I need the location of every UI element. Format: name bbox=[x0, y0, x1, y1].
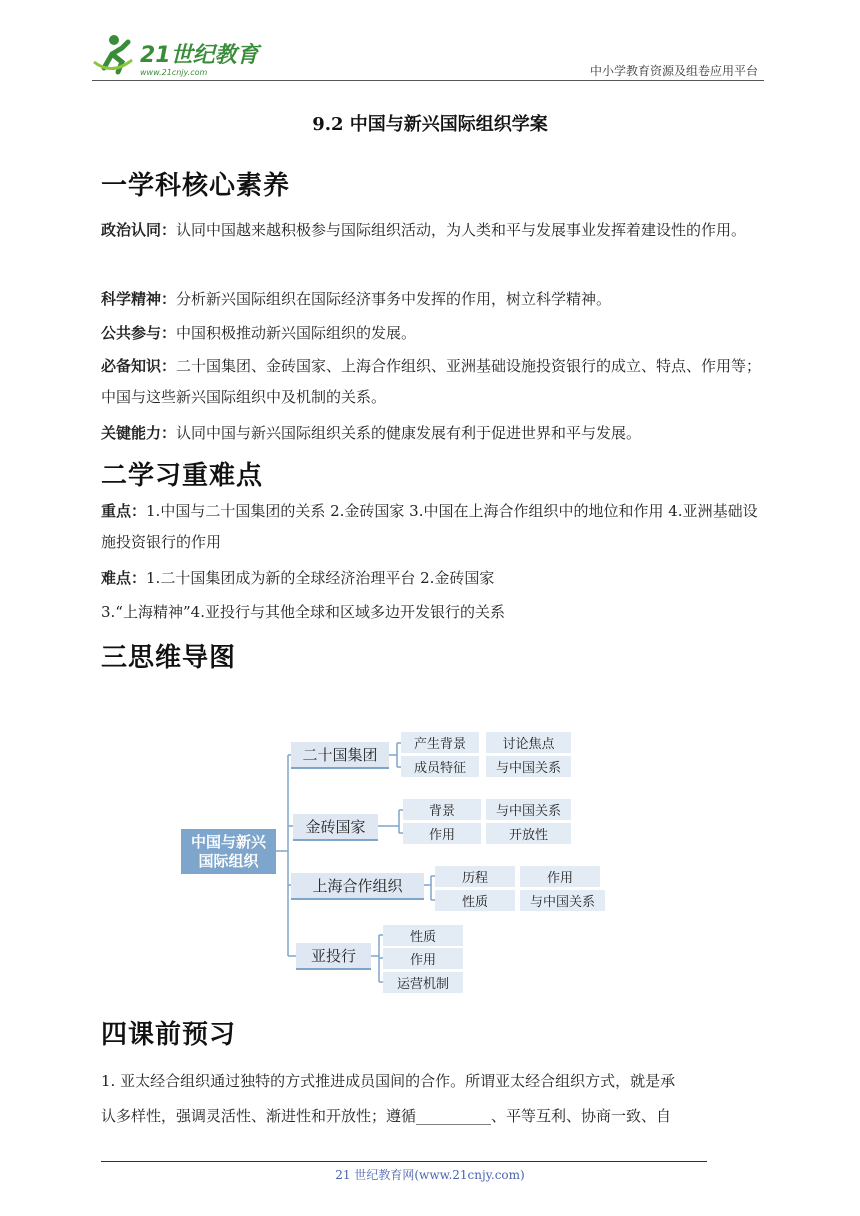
mind-map-leaf: 与中国关系 bbox=[520, 890, 605, 911]
item-text: 认同中国与新兴国际组织关系的健康发展有利于促进世界和平与发展。 bbox=[176, 424, 642, 442]
mind-map-root: 中国与新兴 国际组织 bbox=[181, 829, 276, 874]
core-literacy-item bbox=[101, 215, 763, 246]
item-label: 关键能力： bbox=[101, 424, 177, 442]
logo-icon bbox=[92, 32, 267, 78]
item-label: 必备知识： bbox=[101, 357, 177, 375]
item-label: 公共参与： bbox=[101, 324, 177, 342]
diff-label: 难点： bbox=[101, 569, 147, 587]
mind-map-leaf: 作用 bbox=[520, 866, 600, 887]
header-divider bbox=[92, 80, 764, 81]
section4-heading: 四课前预习 bbox=[101, 1020, 237, 1050]
footer-link[interactable]: 21 世纪教育网(www.21cnjy.com) bbox=[335, 1168, 525, 1182]
mind-map-branch: 亚投行 bbox=[296, 943, 371, 970]
core-literacy-item bbox=[101, 351, 763, 413]
item-text: 认同中国越来越积极参与国际组织活动，为人类和平与发展事业发挥着建设性的作用。 bbox=[176, 221, 747, 239]
platform-name: 中小学教育资源及组卷应用平台 bbox=[589, 64, 758, 78]
mind-map bbox=[181, 720, 611, 1000]
document-title: 9.2 中国与新兴国际组织学案 bbox=[312, 114, 548, 135]
logo-text: 21世纪教育 bbox=[140, 43, 259, 68]
core-literacy-item bbox=[101, 318, 763, 349]
item-text: 二十国集团、金砖国家、上海合作组织、亚洲基础设施投资银行的成立、特点、作用等；中国与这些新兴国际组织中及机制的关系。 bbox=[101, 357, 762, 406]
mind-map-branch: 上海合作组织 bbox=[291, 873, 424, 900]
key-points bbox=[101, 496, 763, 558]
mind-map-leaf: 作用 bbox=[403, 823, 481, 844]
mind-map-leaf: 性质 bbox=[383, 925, 463, 946]
mind-map-branch: 金砖国家 bbox=[293, 814, 378, 841]
difficult-points-cont: 3.“上海精神”4.亚投行与其他全球和区域多边开发银行的关系 bbox=[101, 603, 505, 621]
core-literacy-item bbox=[101, 418, 763, 449]
mind-map-leaf: 与中国关系 bbox=[486, 756, 571, 777]
mind-map-branch: 二十国集团 bbox=[291, 742, 389, 769]
mind-map-leaf: 背景 bbox=[403, 799, 481, 820]
section1-heading: 一学科核心素养 bbox=[101, 171, 291, 201]
item-text: 分析新兴国际组织在国际经济事务中发挥的作用，树立科学精神。 bbox=[176, 290, 612, 308]
item-label: 政治认同： bbox=[101, 221, 177, 239]
question-1-line-1: 1. 亚太经合组织通过独特的方式推进成员国间的合作。所谓亚太经合组织方式，就是承 bbox=[101, 1072, 676, 1090]
footer-divider bbox=[101, 1161, 707, 1162]
logo-url: www.21cnjy.com bbox=[140, 68, 208, 77]
diff-text: 1.二十国集团成为新的全球经济治理平台 2.金砖国家 bbox=[146, 569, 495, 587]
mind-map-leaf: 历程 bbox=[435, 866, 515, 887]
mind-map-leaf: 与中国关系 bbox=[486, 799, 571, 820]
mind-map-leaf: 运营机制 bbox=[383, 972, 463, 993]
question-1-line-2: 认多样性，强调灵活性、渐进性和开放性；遵循__________、平等互利、协商一致、自 bbox=[101, 1107, 672, 1125]
section3-heading: 三思维导图 bbox=[101, 643, 237, 673]
section2-heading: 二学习重难点 bbox=[101, 461, 264, 491]
item-label: 科学精神： bbox=[101, 290, 177, 308]
mind-map-leaf: 讨论焦点 bbox=[486, 732, 571, 753]
mind-map-leaf: 产生背景 bbox=[401, 732, 479, 753]
mind-map-leaf: 成员特征 bbox=[401, 756, 479, 777]
mind-map-leaf: 开放性 bbox=[486, 823, 571, 844]
item-text: 中国积极推动新兴国际组织的发展。 bbox=[176, 324, 417, 342]
mind-map-leaf: 性质 bbox=[435, 890, 515, 911]
core-literacy-item bbox=[101, 284, 763, 315]
mind-map-leaf: 作用 bbox=[383, 948, 463, 969]
difficult-points bbox=[101, 563, 763, 594]
key-label: 重点： bbox=[101, 502, 147, 520]
page-header bbox=[92, 30, 764, 82]
key-text: 1.中国与二十国集团的关系 2.金砖国家 3.中国在上海合作组织中的地位和作用 4.亚洲基础设施投资银行的作用 bbox=[101, 502, 758, 551]
